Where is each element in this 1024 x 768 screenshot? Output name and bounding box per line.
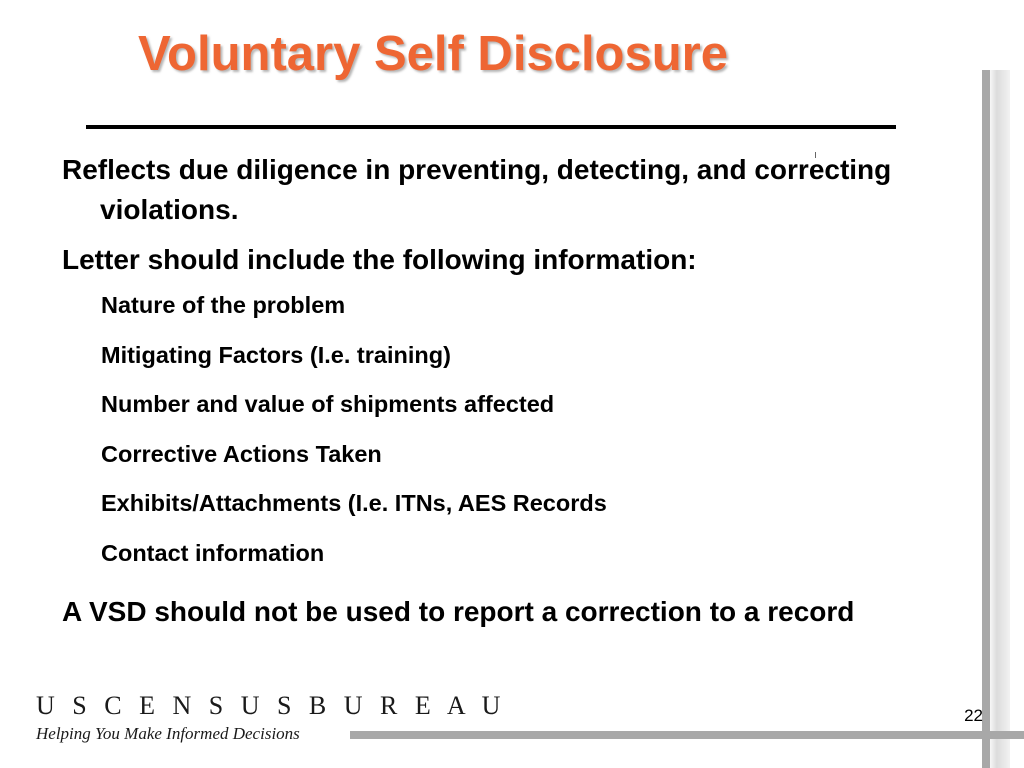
logo-tagline: Helping You Make Informed Decisions	[36, 724, 300, 743]
right-decorative-bar-light	[988, 70, 1010, 768]
census-bureau-logo	[36, 690, 506, 744]
bullet-level2: Number and value of shipments affected	[101, 391, 555, 417]
bullet-level2: Contact information	[101, 539, 325, 566]
slide-body	[62, 150, 942, 647]
bullet-level1: Letter should include the following information:	[62, 244, 697, 275]
bullet-level2: Corrective Actions Taken	[101, 440, 382, 467]
bullet-level2: Nature of the problem	[101, 292, 346, 318]
bullet-level2: Mitigating Factors (I.e. training)	[101, 341, 451, 368]
bullet-level2: Exhibits/Attachments (I.e. ITNs, AES Records	[101, 490, 607, 516]
bottom-decorative-bar	[350, 731, 1024, 739]
slide-title: Voluntary Self Disclosure	[138, 27, 728, 81]
title-underline	[86, 125, 896, 129]
right-decorative-bar	[982, 70, 990, 768]
bullet-level1: A VSD should not be used to report a correction to a record	[62, 596, 855, 627]
page-number: 22	[964, 706, 983, 725]
logo-text: U S C E N S U S B U R E A U	[36, 691, 506, 720]
bullet-level1: Reflects due diligence in preventing, detecting, and correcting violations.	[62, 154, 892, 225]
